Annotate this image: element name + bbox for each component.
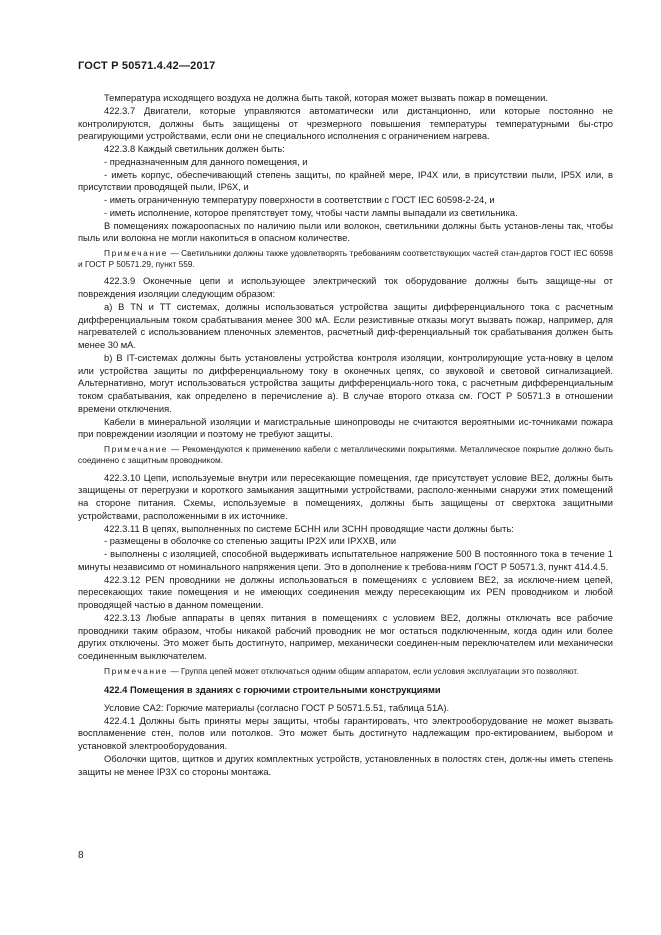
note-label: Примечание	[104, 665, 169, 676]
note-metal-cables	[78, 444, 613, 466]
note-label: Примечание	[104, 444, 169, 455]
paragraph-422-3-10: 422.3.10 Цепи, используемые внутри или пересекающие помещения, где присутствует условие ВЕ2, должны быть защищены от перегрузки и короткого замыкания защитными устройствами, располо-женными снаружи этих помещений на стороне питания. Схемы, используемые в помещениях, должны быть защищены от сверхтока защитными устройствами, расположенными в их источнике.	[78, 472, 613, 521]
note-luminaires	[78, 248, 613, 270]
document-header: ГОСТ Р 50571.4.42—2017	[78, 60, 216, 72]
list-item: - иметь корпус, обеспечивающий степень защиты, по крайней мере, IP4X или, в присутствии пыли, IP5X или, в присутствии проводящей пыли, IP6X, и	[78, 169, 613, 193]
paragraph-air-temperature: Температура исходящего воздуха не должна быть такой, которая может вызвать пожар в помещении.	[104, 93, 548, 103]
note-label: Примечание	[104, 248, 169, 258]
paragraph-422-4-1: 422.4.1 Должны быть приняты меры защиты, чтобы гарантировать, что электрооборудование не может вызвать воспламенение стен, полов или потолков. Это может быть достигнуто надлежащим про-ектированием, выбором и установкой электрооборудования.	[78, 715, 613, 752]
list-item: - предназначенным для данного помещения, и	[104, 156, 308, 167]
list-item: - выполнены с изоляцией, способной выдерживать испытательное напряжение 500 В постоянного тока в течение 1 минуты независимо от номинального напряжения цепи. Это в дополнение к требова-ниям ГОСТ Р 50571.3, пункт 414.4.5.	[78, 549, 613, 572]
document-body	[78, 92, 613, 778]
paragraph-422-3-11: 422.3.11 В цепях, выполненных по системе БСНН или ЗСНН проводящие части должны быть:	[104, 523, 514, 534]
paragraph-422-3-8: 422.3.8 Каждый светильник должен быть:	[104, 144, 285, 154]
paragraph-422-3-13: 422.3.13 Любые аппараты в цепях питания в помещениях с условием ВЕ2, должны отключать все рабочие проводники таким образом, чтобы никакой рабочий проводник не мог остаться подключенным, когда один или более других отключены. Это может быть достигнуто, например, механически соединен-ным переключателем или механически соединенным выключателем.	[78, 612, 613, 662]
paragraph-item-b: b) В IT-системах должны быть установлены устройства контроля изоляции, контролирующие уста-новку в целом или устройства защиты по дифференциальному току в оконечных цепях, со звуковой и световой сигнализацией. Альтернативно, могут использоваться устройства защиты дифференциаль-ного тока, с расчетным дифференциальным током срабатывания, как определено в перечисление а). В случае второго отказа см. ГОСТ Р 50571.3 в отношении времени отключения.	[78, 352, 613, 414]
note-text: — Светильники должны также удовлетворять требованиям соответствующих частей стан-дартов ГОСТ IEC 60598 и ГОСТ Р 50571.29, пункт 559.	[78, 248, 613, 270]
section-title-422-4: 422.4 Помещения в зданиях с горючими строительными конструкциями	[104, 685, 441, 696]
note-text: — Рекомендуются к применению кабели с металлическими покрытиями. Металлическое покрытие должно быть соединено с защитным проводником.	[78, 444, 613, 466]
page-number: 8	[78, 850, 84, 861]
paragraph-422-3-12: 422.3.12 PEN проводники не должны использоваться в помещениях с условием ВЕ2, за исключе-нием цепей, пересекающих такие помещения и не имеющих соединения между пересекающим их PEN проводником и любой проводящей частью в данном помещении.	[78, 574, 613, 611]
list-item: - иметь исполнение, которое препятствует тому, чтобы части лампы выпадали из светильника.	[104, 207, 518, 218]
list-item: - размещены в оболочке со степенью защиты IP2X или IPXXB, или	[104, 536, 397, 547]
note-text: — Группа цепей может отключаться одним общим аппаратом, если условия эксплуатации это позволяют.	[168, 665, 579, 676]
paragraph-fire-hazard-rooms: В помещениях пожароопасных по наличию пыли или волокон, светильники должны быть установ-лены так, чтобы пыль или волокна не могли накопиться в опасном количестве.	[78, 220, 613, 244]
paragraph-mineral-cables: Кабели в минеральной изоляции и магистральные шинопроводы не считаются вероятными ис-точниками пожара при повреждении изоляции и поэтому не требуют защиты.	[78, 416, 613, 440]
paragraph-422-3-7: 422.3.7 Двигатели, которые управляются автоматически или дистанционно, или которые постоянно не контролируются, должны быть защищены от чрезмерного повышения температуры температурными бы-стро реагирующими устройствами, если они не специального исполнения с ограничением нагрева.	[78, 105, 613, 142]
paragraph-condition-ca2: Условие CA2: Горючие материалы (согласно ГОСТ Р 50571.5.51, таблица 51А).	[104, 702, 450, 713]
paragraph-422-3-9: 422.3.9 Оконечные цепи и использующее электрический ток оборудование должны быть защище-ны от повреждения изоляции следующим образом:	[78, 276, 613, 300]
list-item: - иметь ограниченную температуру поверхности в соответствии с ГОСТ IEC 60598-2-24, и	[104, 195, 495, 205]
paragraph-item-a: а) В TN и TT системах, должны использоваться устройства защиты дифференциального тока с расчетным дифференциальным током срабатывания менее 300 мА. Если резистивные отказы могут вызвать пожар, например, для нагревателей с использованием пленочных элементов, расчетный диф-ференциальный ток срабатывания должен быть менее 30 мА.	[78, 301, 613, 351]
paragraph-enclosures: Оболочки щитов, щитков и других комплектных устройств, установленных в полостях стен, долж-ны иметь степень защиты не менее IP3X со стороны монтажа.	[78, 753, 613, 777]
note-circuit-group	[78, 666, 613, 677]
